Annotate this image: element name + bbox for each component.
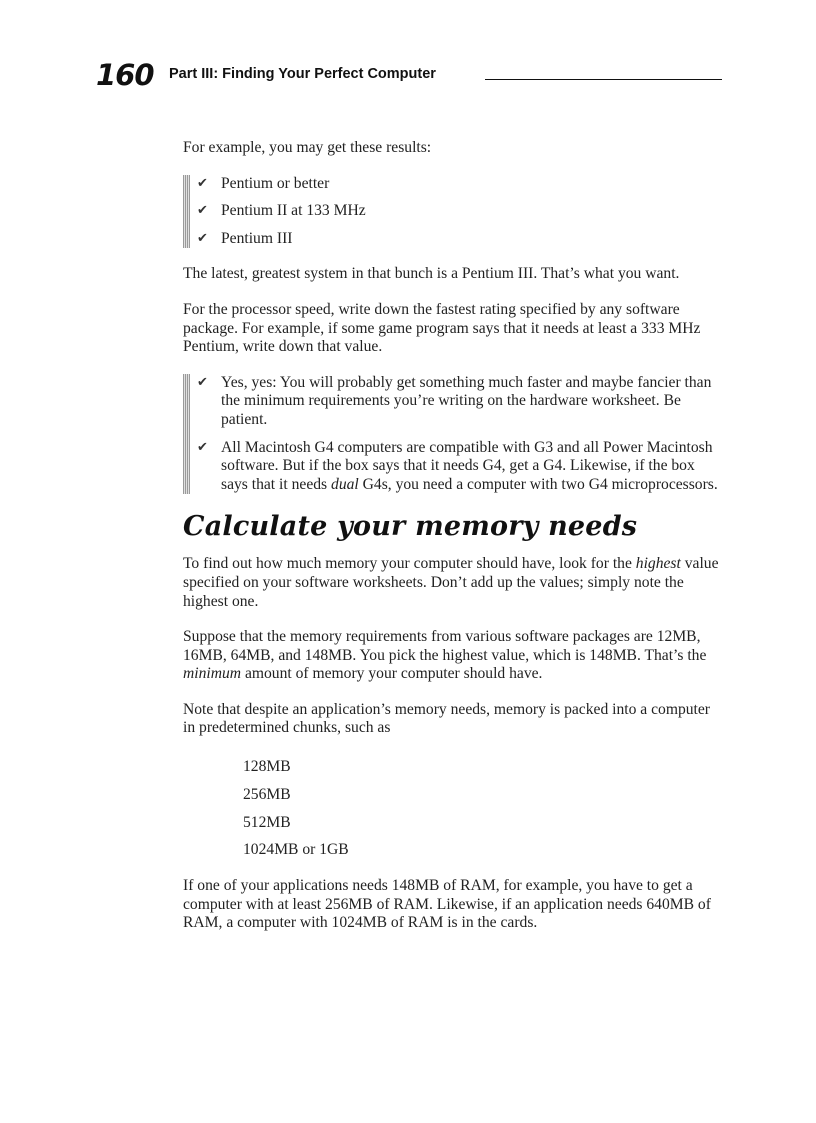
text-run: value specified on your software worksheets. Don’t add up the values; simply note the highest one. [183, 555, 719, 610]
check-icon: ✔ [197, 203, 208, 219]
list-item [197, 202, 723, 221]
check-icon: ✔ [197, 175, 208, 191]
latest-paragraph: The latest, greatest system in that bunch is a Pentium III. That’s what you want. [183, 265, 680, 283]
header-rule [485, 79, 722, 80]
tip-text: All Macintosh G4 computers are compatible with G3 and all Power Macintosh software. But if the box says that it needs G4, get a G4. Likewise, if the box says that it needs [221, 438, 713, 493]
list-item: 1024MB or 1GB [243, 841, 349, 859]
page-number: 160 [96, 58, 154, 92]
check-icon: ✔ [197, 230, 208, 246]
list-item-text: Pentium III [221, 229, 293, 247]
processor-speed-paragraph: For the processor speed, write down the fastest rating specified by any software package. For example, if some game program says that it needs at least a 333 MHz Pentium, write down that value. [183, 300, 701, 356]
emphasis-minimum: minimum [183, 665, 242, 683]
text-run: amount of memory your computer should have. [241, 665, 543, 683]
text-run: To find out how much memory your computer should have, look for the [183, 555, 636, 573]
page-body [183, 139, 723, 950]
tip-text: Yes, yes: You will probably get something much faster and maybe fancier than the minimum requirements you’re writing on the hardware worksheet. Be patient. [221, 373, 712, 428]
list-item: 512MB [243, 813, 291, 831]
note-paragraph: Note that despite an application’s memory needs, memory is packed into a computer in predetermined chunks, such as [183, 700, 711, 737]
list-item [197, 229, 723, 249]
list-item: 256MB [243, 785, 291, 803]
check-icon: ✔ [197, 374, 208, 390]
list-item [197, 373, 723, 430]
page-header [96, 58, 722, 90]
tip-text-tail: G4s, you need a computer with two G4 microprocessors. [358, 475, 718, 493]
list-item [197, 174, 723, 194]
list-item-text: Pentium or better [221, 174, 330, 192]
list-item: 128MB [243, 758, 291, 776]
list-item [197, 438, 723, 495]
memory-paragraph [183, 555, 723, 611]
check-icon: ✔ [197, 439, 208, 455]
part-title: Part III: Finding Your Perfect Computer [169, 66, 436, 82]
tips-list [183, 374, 723, 495]
memory-sizes-list [243, 758, 723, 860]
list-item-text: Pentium II at 133 MHz [221, 202, 366, 220]
ram-example-paragraph: If one of your applications needs 148MB of RAM, for example, you have to get a computer with at least 256MB of RAM. Likewise, if an application needs 640MB of RAM, a computer with 1024MB of RAM is in the cards. [183, 877, 711, 932]
processor-results-list [183, 175, 723, 249]
intro-paragraph: For example, you may get these results: [183, 139, 432, 156]
emphasis-highest: highest [635, 555, 681, 573]
section-title: Calculate your memory needs [183, 511, 638, 543]
text-run: Suppose that the memory requirements from various software packages are 12MB, 16MB, 64MB, and 148MB. You pick the highest value, which is 148MB. That’s the [183, 628, 707, 664]
suppose-paragraph [183, 628, 723, 684]
emphasis-dual: dual [331, 475, 359, 493]
